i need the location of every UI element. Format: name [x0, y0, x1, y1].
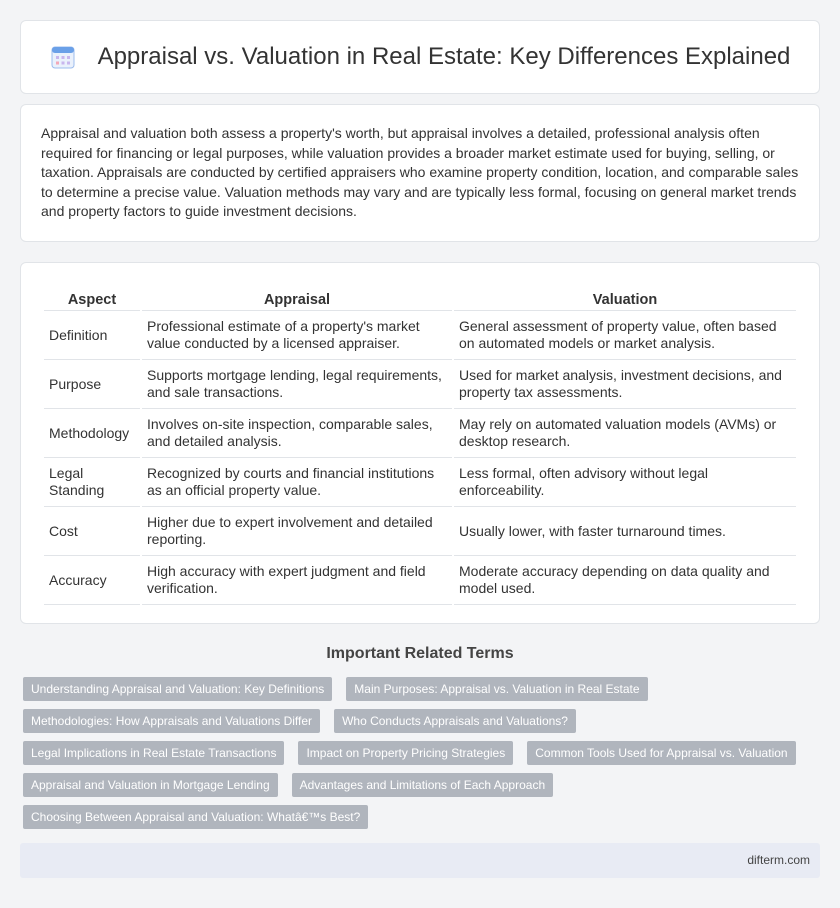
related-term-link[interactable]: Methodologies: How Appraisals and Valuations Differ: [23, 709, 320, 733]
tag-row: [23, 773, 823, 797]
table-row: [44, 507, 796, 556]
page-title: Appraisal vs. Valuation in Real Estate: Key Differences Explained: [97, 43, 791, 70]
related-terms-heading: Important Related Terms: [326, 645, 514, 662]
title-card: [20, 20, 820, 94]
related-terms-list: [23, 677, 823, 837]
appraisal-cell: Higher due to expert involvement and detailed reporting.: [142, 507, 452, 556]
appraisal-cell: Professional estimate of a property's market value conducted by a licensed appraiser.: [142, 311, 452, 360]
related-term-link[interactable]: Who Conducts Appraisals and Valuations?: [334, 709, 576, 733]
tag-row: [23, 709, 823, 733]
related-term-link[interactable]: Advantages and Limitations of Each Approach: [292, 773, 554, 797]
related-term-link[interactable]: Legal Implications in Real Estate Transactions: [23, 741, 284, 765]
related-term-link[interactable]: Appraisal and Valuation in Mortgage Lending: [23, 773, 278, 797]
appraisal-cell: Supports mortgage lending, legal requirements, and sale transactions.: [142, 360, 452, 409]
table-row: [44, 311, 796, 360]
comparison-table: [42, 283, 798, 605]
valuation-cell: May rely on automated valuation models (AVMs) or desktop research.: [454, 409, 796, 458]
intro-card: [20, 104, 820, 242]
related-term-link[interactable]: Impact on Property Pricing Strategies: [298, 741, 513, 765]
valuation-cell: Used for market analysis, investment decisions, and property tax assessments.: [454, 360, 796, 409]
table-row: [44, 360, 796, 409]
related-term-link[interactable]: Choosing Between Appraisal and Valuation: Whatâ€™s Best?: [23, 805, 368, 829]
related-term-link[interactable]: Common Tools Used for Appraisal vs. Valuation: [527, 741, 795, 765]
column-header-valuation: Valuation: [454, 283, 796, 311]
aspect-cell: Accuracy: [44, 556, 140, 605]
appraisal-cell: Recognized by courts and financial institutions as an official property value.: [142, 458, 452, 507]
appraisal-cell: High accuracy with expert judgment and field verification.: [142, 556, 452, 605]
column-header-aspect: Aspect: [44, 283, 140, 311]
footer-site-name: difterm.com: [747, 853, 810, 867]
valuation-cell: Usually lower, with faster turnaround times.: [454, 507, 796, 556]
related-term-link[interactable]: Understanding Appraisal and Valuation: Key Definitions: [23, 677, 332, 701]
table-row: [44, 409, 796, 458]
aspect-cell: Legal Standing: [44, 458, 140, 507]
aspect-cell: Methodology: [44, 409, 140, 458]
column-header-appraisal: Appraisal: [142, 283, 452, 311]
tag-row: [23, 741, 823, 765]
intro-paragraph: Appraisal and valuation both assess a property's worth, but appraisal involves a detailed, professional analysis often required for financing or legal purposes, while valuation provides a broader market estimate used for buying, selling, or taxation. Appraisals are conducted by certified appraisers who examine property condition, location, and comparable sales to determine a precise value. Valuation methods may vary and are typically less formal, focusing on general market trends and property factors to guide investment decisions.: [41, 125, 799, 220]
tag-row: [23, 677, 823, 701]
calendar-icon: [50, 44, 76, 70]
valuation-cell: Less formal, often advisory without legal enforceability.: [454, 458, 796, 507]
aspect-cell: Cost: [44, 507, 140, 556]
table-row: [44, 556, 796, 605]
comparison-table-card: [20, 262, 820, 624]
valuation-cell: General assessment of property value, often based on automated models or market analysis.: [454, 311, 796, 360]
tag-row: [23, 805, 823, 829]
footer: [20, 843, 820, 878]
related-term-link[interactable]: Main Purposes: Appraisal vs. Valuation in Real Estate: [346, 677, 647, 701]
valuation-cell: Moderate accuracy depending on data quality and model used.: [454, 556, 796, 605]
appraisal-cell: Involves on-site inspection, comparable sales, and detailed analysis.: [142, 409, 452, 458]
aspect-cell: Purpose: [44, 360, 140, 409]
table-row: [44, 458, 796, 507]
aspect-cell: Definition: [44, 311, 140, 360]
table-header-row: [44, 283, 796, 311]
